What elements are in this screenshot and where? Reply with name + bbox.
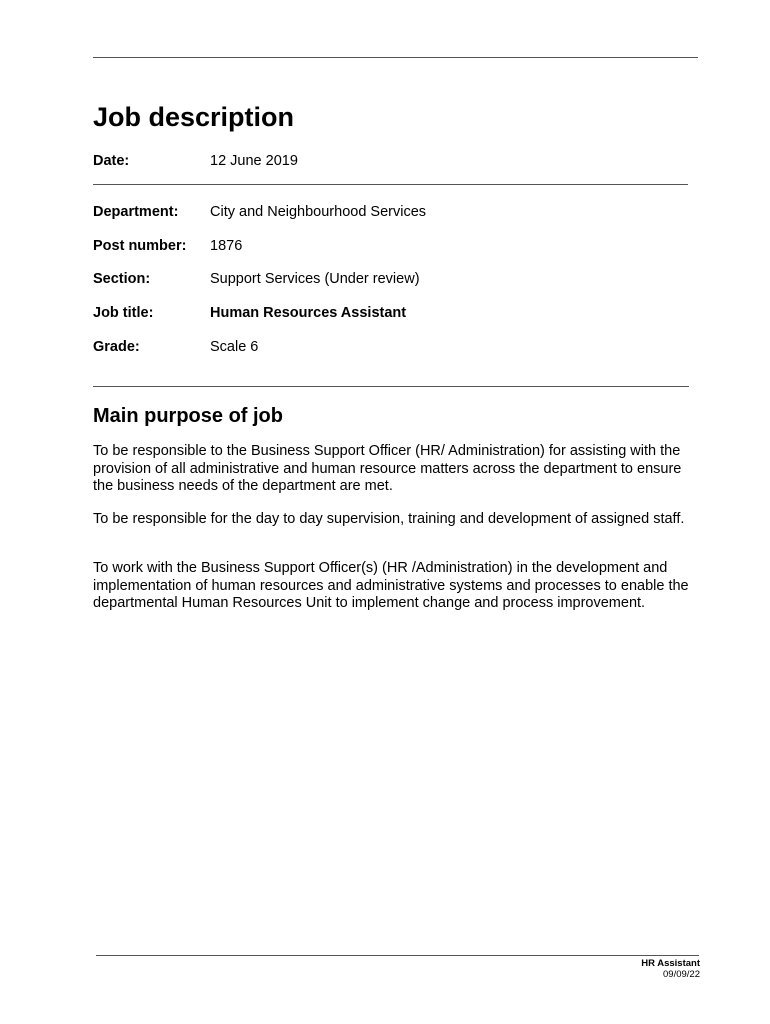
page-title: Job description <box>93 102 295 132</box>
department-label: Department: <box>93 204 179 220</box>
purpose-paragraph: To be responsible for the day to day supervision, training and development of assigned staff. <box>93 511 685 527</box>
section-label: Section: <box>93 271 151 287</box>
footer-divider <box>96 955 699 956</box>
department-value: City and Neighbourhood Services <box>210 204 427 220</box>
post-number-label: Post number: <box>93 238 187 254</box>
purpose-paragraph: To work with the Business Support Officer(s) (HR /Administration) in the development and implementation of human resources and administrative systems and processes to enable the departmental Human Resources Unit to implement change and process improvement. <box>93 560 689 611</box>
job-title-value: Human Resources Assistant <box>210 305 407 321</box>
page-footer <box>641 958 700 980</box>
header-divider <box>93 184 688 185</box>
fields-divider <box>93 386 689 387</box>
date-label: Date: <box>93 153 130 169</box>
footer-date: 09/09/22 <box>663 969 700 980</box>
grade-label: Grade: <box>93 339 140 355</box>
footer-title: HR Assistant <box>641 958 700 969</box>
grade-value: Scale 6 <box>210 339 259 355</box>
post-number-value: 1876 <box>210 238 243 254</box>
top-divider <box>93 57 698 58</box>
date-value: 12 June 2019 <box>210 153 298 169</box>
section-value: Support Services (Under review) <box>210 271 420 287</box>
purpose-paragraph: To be responsible to the Business Support Officer (HR/ Administration) for assisting with the provision of all administrative and human resource matters across the department to ensure the business needs of the department are met. <box>93 443 682 494</box>
main-purpose-heading: Main purpose of job <box>93 405 283 427</box>
job-title-label: Job title: <box>93 305 154 321</box>
